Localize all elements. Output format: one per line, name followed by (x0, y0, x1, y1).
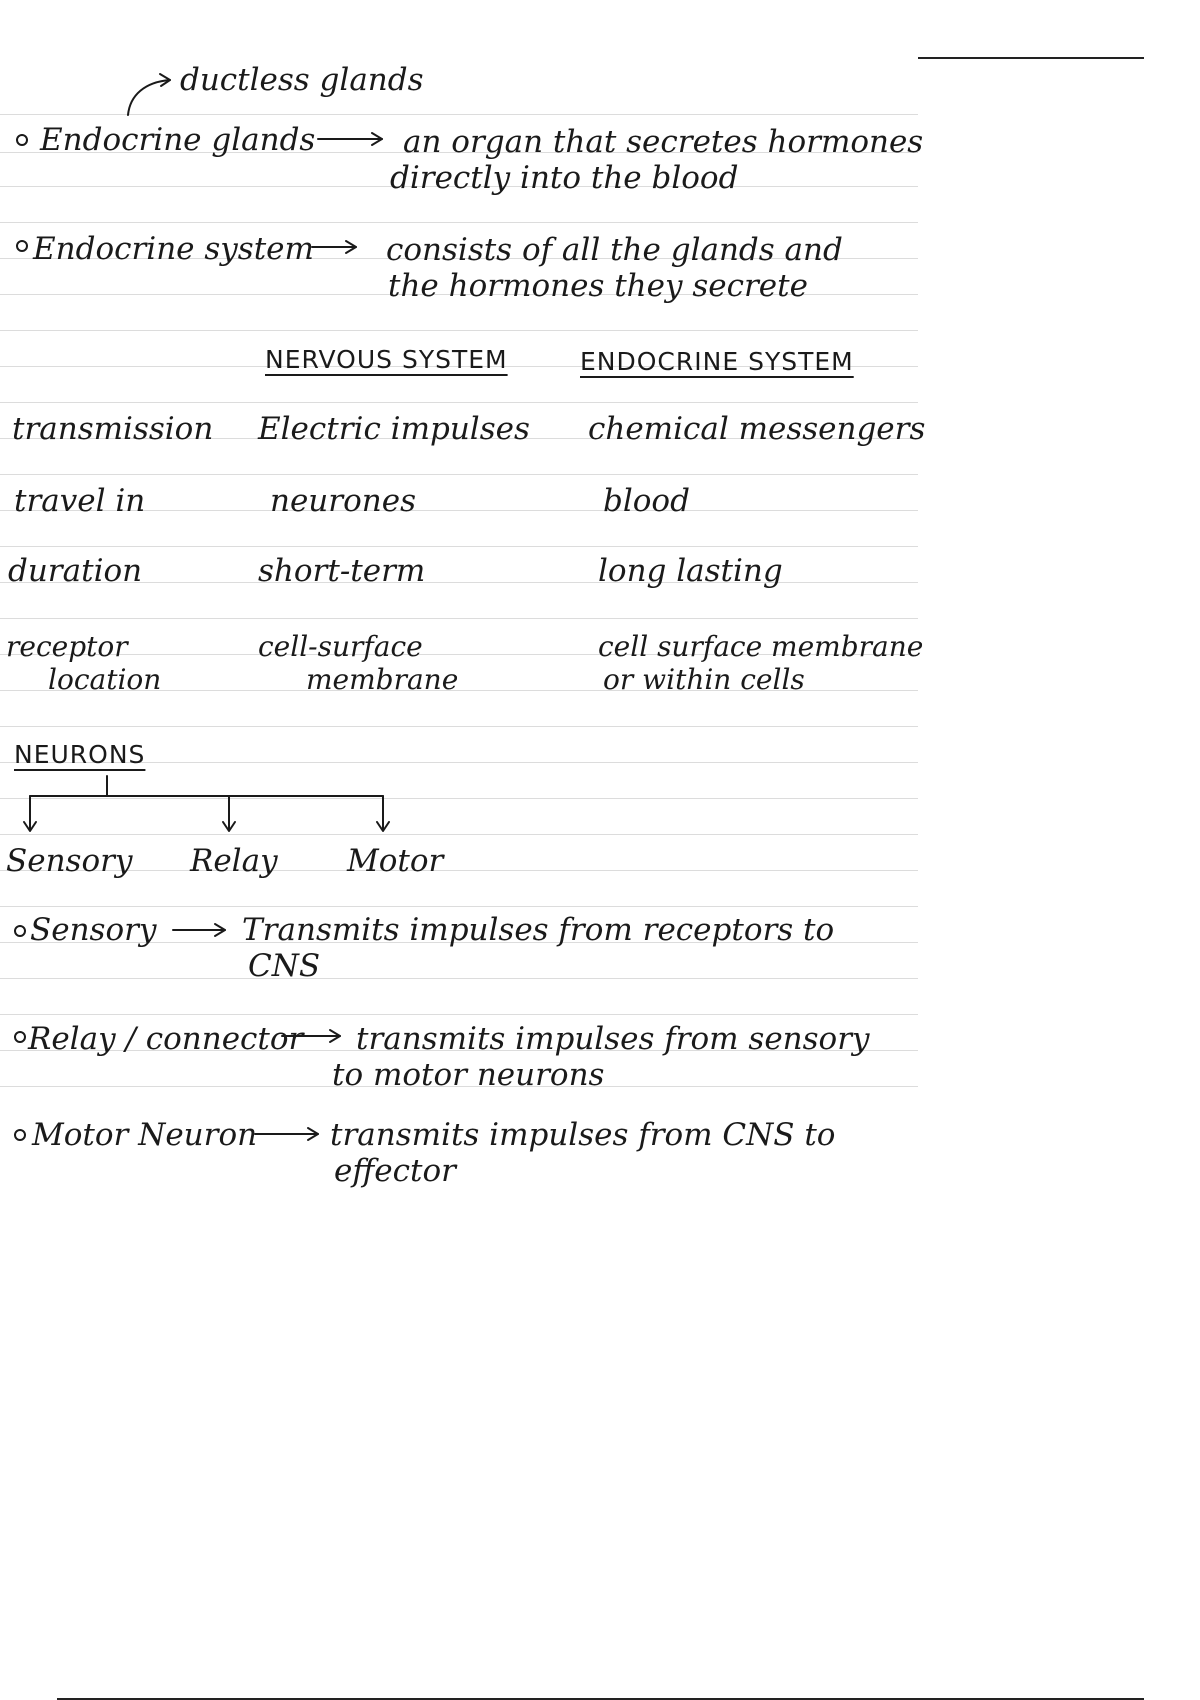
neuron-type: Motor (347, 843, 444, 879)
bullet-icon (14, 1031, 26, 1043)
bullet-icon (14, 925, 26, 937)
nervous-cell: membrane (306, 663, 459, 696)
nervous-cell: cell-surface (258, 630, 423, 663)
row-label: transmission (12, 411, 214, 447)
bullet-icon (16, 134, 28, 146)
column-header-endocrine: ENDOCRINE SYSTEM (580, 347, 854, 376)
definition-term: Endocrine system (33, 231, 314, 267)
nervous-cell: short-term (258, 553, 426, 589)
note-term: Relay / connector (28, 1021, 304, 1057)
nervous-cell: Electric impulses (258, 411, 530, 447)
bullet-icon (14, 1129, 26, 1141)
note-text: transmits impulses from CNS to (330, 1117, 836, 1153)
endocrine-cell: or within cells (603, 663, 805, 696)
note-term: Motor Neuron (32, 1117, 258, 1153)
definition-text: directly into the blood (390, 160, 739, 196)
nervous-cell: neurones (270, 483, 416, 519)
note-text: CNS (248, 948, 321, 984)
neuron-type: Relay (190, 843, 278, 879)
row-label: travel in (14, 483, 146, 519)
column-header-nervous: NERVOUS SYSTEM (265, 345, 508, 374)
definition-text: an organ that secretes hormones (403, 124, 924, 160)
note-term: Sensory (30, 912, 157, 948)
row-label: location (48, 663, 162, 696)
note-text: effector (334, 1153, 456, 1189)
row-label: receptor (6, 630, 128, 663)
bullet-icon (16, 240, 28, 252)
definition-term: Endocrine glands (40, 122, 316, 158)
endocrine-cell: chemical messengers (588, 411, 926, 447)
neurons-heading: NEURONS (14, 740, 146, 769)
row-label: duration (8, 553, 143, 589)
endocrine-cell: long lasting (598, 553, 783, 589)
neuron-type: Sensory (6, 843, 133, 879)
endocrine-cell: blood (603, 483, 690, 519)
note-text: to motor neurons (332, 1057, 605, 1093)
definition-text: consists of all the glands and (386, 232, 843, 268)
note-text: Transmits impulses from receptors to (242, 912, 835, 948)
ductless-annotation: ductless glands (180, 62, 424, 98)
endocrine-cell: cell surface membrane (598, 630, 924, 663)
note-text: transmits impulses from sensory (356, 1021, 870, 1057)
definition-text: the hormones they secrete (388, 268, 808, 304)
